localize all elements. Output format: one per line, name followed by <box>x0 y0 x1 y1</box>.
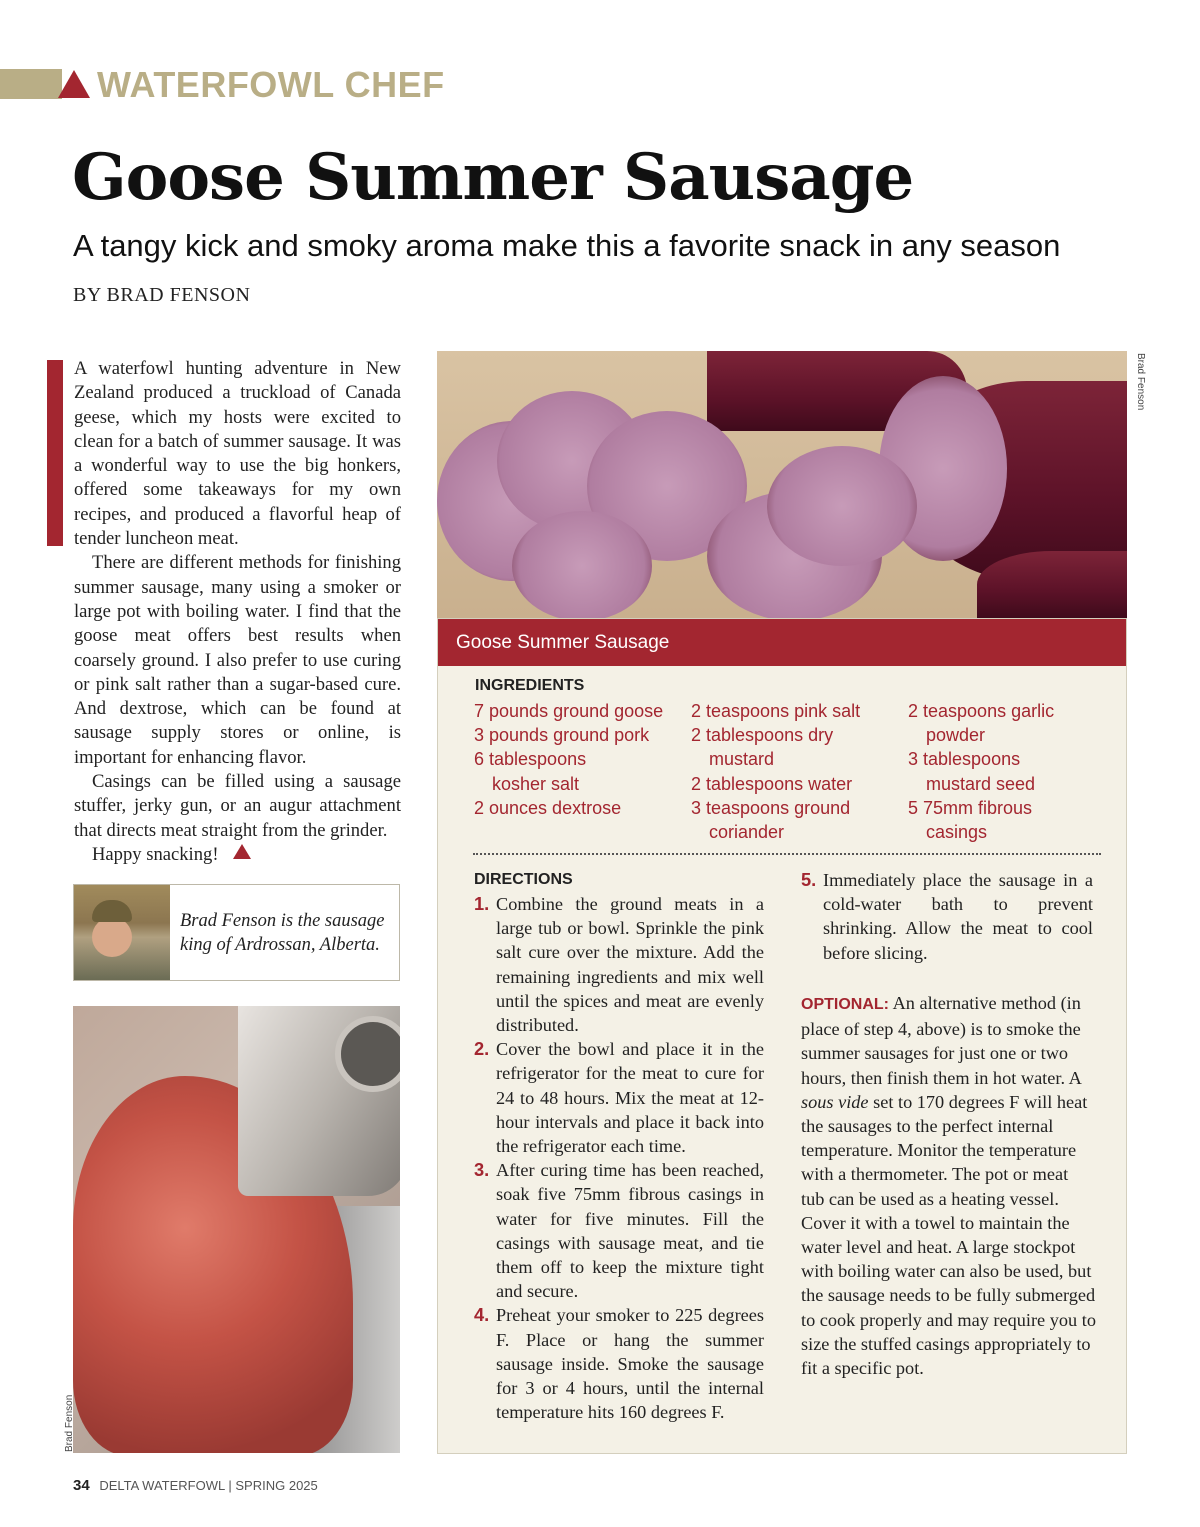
issue-label: SPRING 2025 <box>235 1478 318 1493</box>
byline: BY BRAD FENSON <box>73 284 251 306</box>
directions-heading: DIRECTIONS <box>474 871 573 888</box>
step <box>474 892 764 1037</box>
optional-text: set to 170 degrees F will heat the sausages to the perfect internal temperature. Monitor the temperature with a thermometer. The pot or meat tub can be used as a heating vessel. Cover it with a towel to maintain the water level and heat. A large stockpot with boiling water can also be used, but the sausage needs to be fully submerged to cook properly and may require you to size the stuffed casings appropriately to fit a specific pot. <box>801 1091 1096 1379</box>
ingredients-heading: INGREDIENTS <box>475 677 585 694</box>
article-subtitle: A tangy kick and smoky aroma make this a favorite snack in any season <box>73 228 1061 263</box>
recipe-title: Goose Summer Sausage <box>456 632 670 653</box>
ground-meat-photo <box>73 1006 400 1453</box>
photo-sausage-log <box>977 551 1127 618</box>
optional-label: OPTIONAL: <box>801 996 889 1013</box>
step <box>801 868 1093 965</box>
ingredient: 3 pounds ground pork <box>474 725 650 746</box>
step-text: After curing time has been reached, soak five 75mm fibrous casings in water for five minutes. Fill the casings with sausage meat, and tie them off to keep the mixture tight and secure. <box>496 1160 764 1302</box>
photo-slice <box>767 446 917 566</box>
ingredient: 2 teaspoons garlic powder <box>908 701 1055 746</box>
paragraph: There are different methods for finishing summer sausage, many using a smoker or large pot with boiling water. I find that the goose meat offers best results when coarsely ground. I also prefer to use curing or pink salt rather than a sugar-based cure. And dextrose, which can be found at sausage supply stores or online, is important for enhancing flavor. <box>74 552 401 768</box>
step-number: 5. <box>801 869 817 890</box>
recipe-box <box>437 618 1127 1454</box>
section-label: WATERFOWL CHEF <box>97 64 445 105</box>
step <box>474 1037 764 1158</box>
publication-name: DELTA WATERFOWL <box>99 1478 225 1493</box>
ingredient: 5 75mm fibrous casings <box>908 797 1033 843</box>
bio-line: Brad Fenson is the sausage <box>180 911 385 931</box>
ingredient: 6 tablespoons kosher salt <box>474 749 587 794</box>
step-number: 3. <box>474 1159 490 1181</box>
section-bar <box>0 69 62 99</box>
directions-left <box>474 892 764 1424</box>
ingredient: 3 tablespoons mustard seed <box>908 749 1036 794</box>
ingredient: 3 teaspoons ground coriander <box>691 797 851 843</box>
directions-right <box>801 868 1093 965</box>
ingredients-column <box>691 699 901 844</box>
paragraph-closing <box>74 843 401 867</box>
paragraph: A waterfowl hunting adventure in New Zealand produced a truckload of Canada geese, which my hosts were excited to clean for a batch of summer sausage. It was a wonderful way to use the big honkers, offered some takeaways for my own recipes, and produced a flavorful heap of tender luncheon meat. <box>74 358 401 550</box>
ingredient: 2 tablespoons dry mustard <box>691 725 834 770</box>
step <box>474 1303 764 1424</box>
ingredient: 2 tablespoons water <box>691 773 853 794</box>
step-number: 4. <box>474 1304 490 1326</box>
triangle-icon <box>58 70 90 98</box>
page-number: 34 <box>73 1477 90 1494</box>
author-bio <box>73 884 400 981</box>
step-number: 1. <box>474 893 490 914</box>
article-body <box>74 357 401 867</box>
drop-rule <box>47 360 63 546</box>
ingredient: 2 ounces dextrose <box>474 797 622 818</box>
recipe-header <box>438 619 1126 666</box>
ingredient: 2 teaspoons pink salt <box>691 701 861 721</box>
page-footer <box>73 1477 318 1494</box>
step-text: Cover the bowl and place it in the refrigerator for the meat to cure for 24 to 48 hours. Mix the meat at 12-hour intervals and place it back into the refrigerator each time. <box>496 1039 764 1157</box>
step-text: Combine the ground meats in a large tub or bowl. Sprinkle the pink salt cure over the mixture. Add the remaining ingredients and mix well until the spices and meat are evenly distributed. <box>496 894 764 1036</box>
optional-text: An alternative method (in place of step 4, above) is to smoke the summer sausages for just one or two hours, then finish them in hot water. A <box>801 993 1081 1088</box>
ingredients-column <box>908 699 1118 844</box>
optional-italic: sous vide <box>801 1091 869 1112</box>
closing-text: Happy snacking! <box>92 843 219 865</box>
paragraph: Casings can be filled using a sausage stuffer, jerky gun, or an augur attachment that directs meat straight from the grinder. <box>74 771 401 841</box>
footer-separator: | <box>228 1478 232 1493</box>
photo-credit: Brad Fenson <box>1135 353 1146 411</box>
author-photo <box>74 885 170 980</box>
divider <box>473 853 1101 855</box>
bio-text <box>180 909 385 957</box>
photo-slice <box>512 511 652 618</box>
step-text: Preheat your smoker to 225 degrees F. Place or hang the summer sausage inside. Smoke the sausage for 3 or 4 hours, until the internal temperature hits 160 degrees F. <box>496 1305 764 1423</box>
photo-credit: Brad Fenson <box>64 1394 75 1452</box>
step-number: 2. <box>474 1038 490 1060</box>
optional-note <box>801 991 1096 1380</box>
article-title: Goose Summer Sausage <box>72 140 914 215</box>
step-text: Immediately place the sausage in a cold-water bath to prevent shrinking. Allow the meat to cool before slicing. <box>823 870 1093 963</box>
ingredients-column <box>474 699 684 820</box>
author-face <box>92 917 132 957</box>
author-cap <box>92 900 132 922</box>
step <box>474 1158 764 1303</box>
bio-line: king of Ardrossan, Alberta. <box>180 935 380 955</box>
end-mark-icon <box>233 844 251 859</box>
sausage-photo <box>437 351 1127 618</box>
ingredient: 7 pounds ground goose <box>474 701 664 721</box>
